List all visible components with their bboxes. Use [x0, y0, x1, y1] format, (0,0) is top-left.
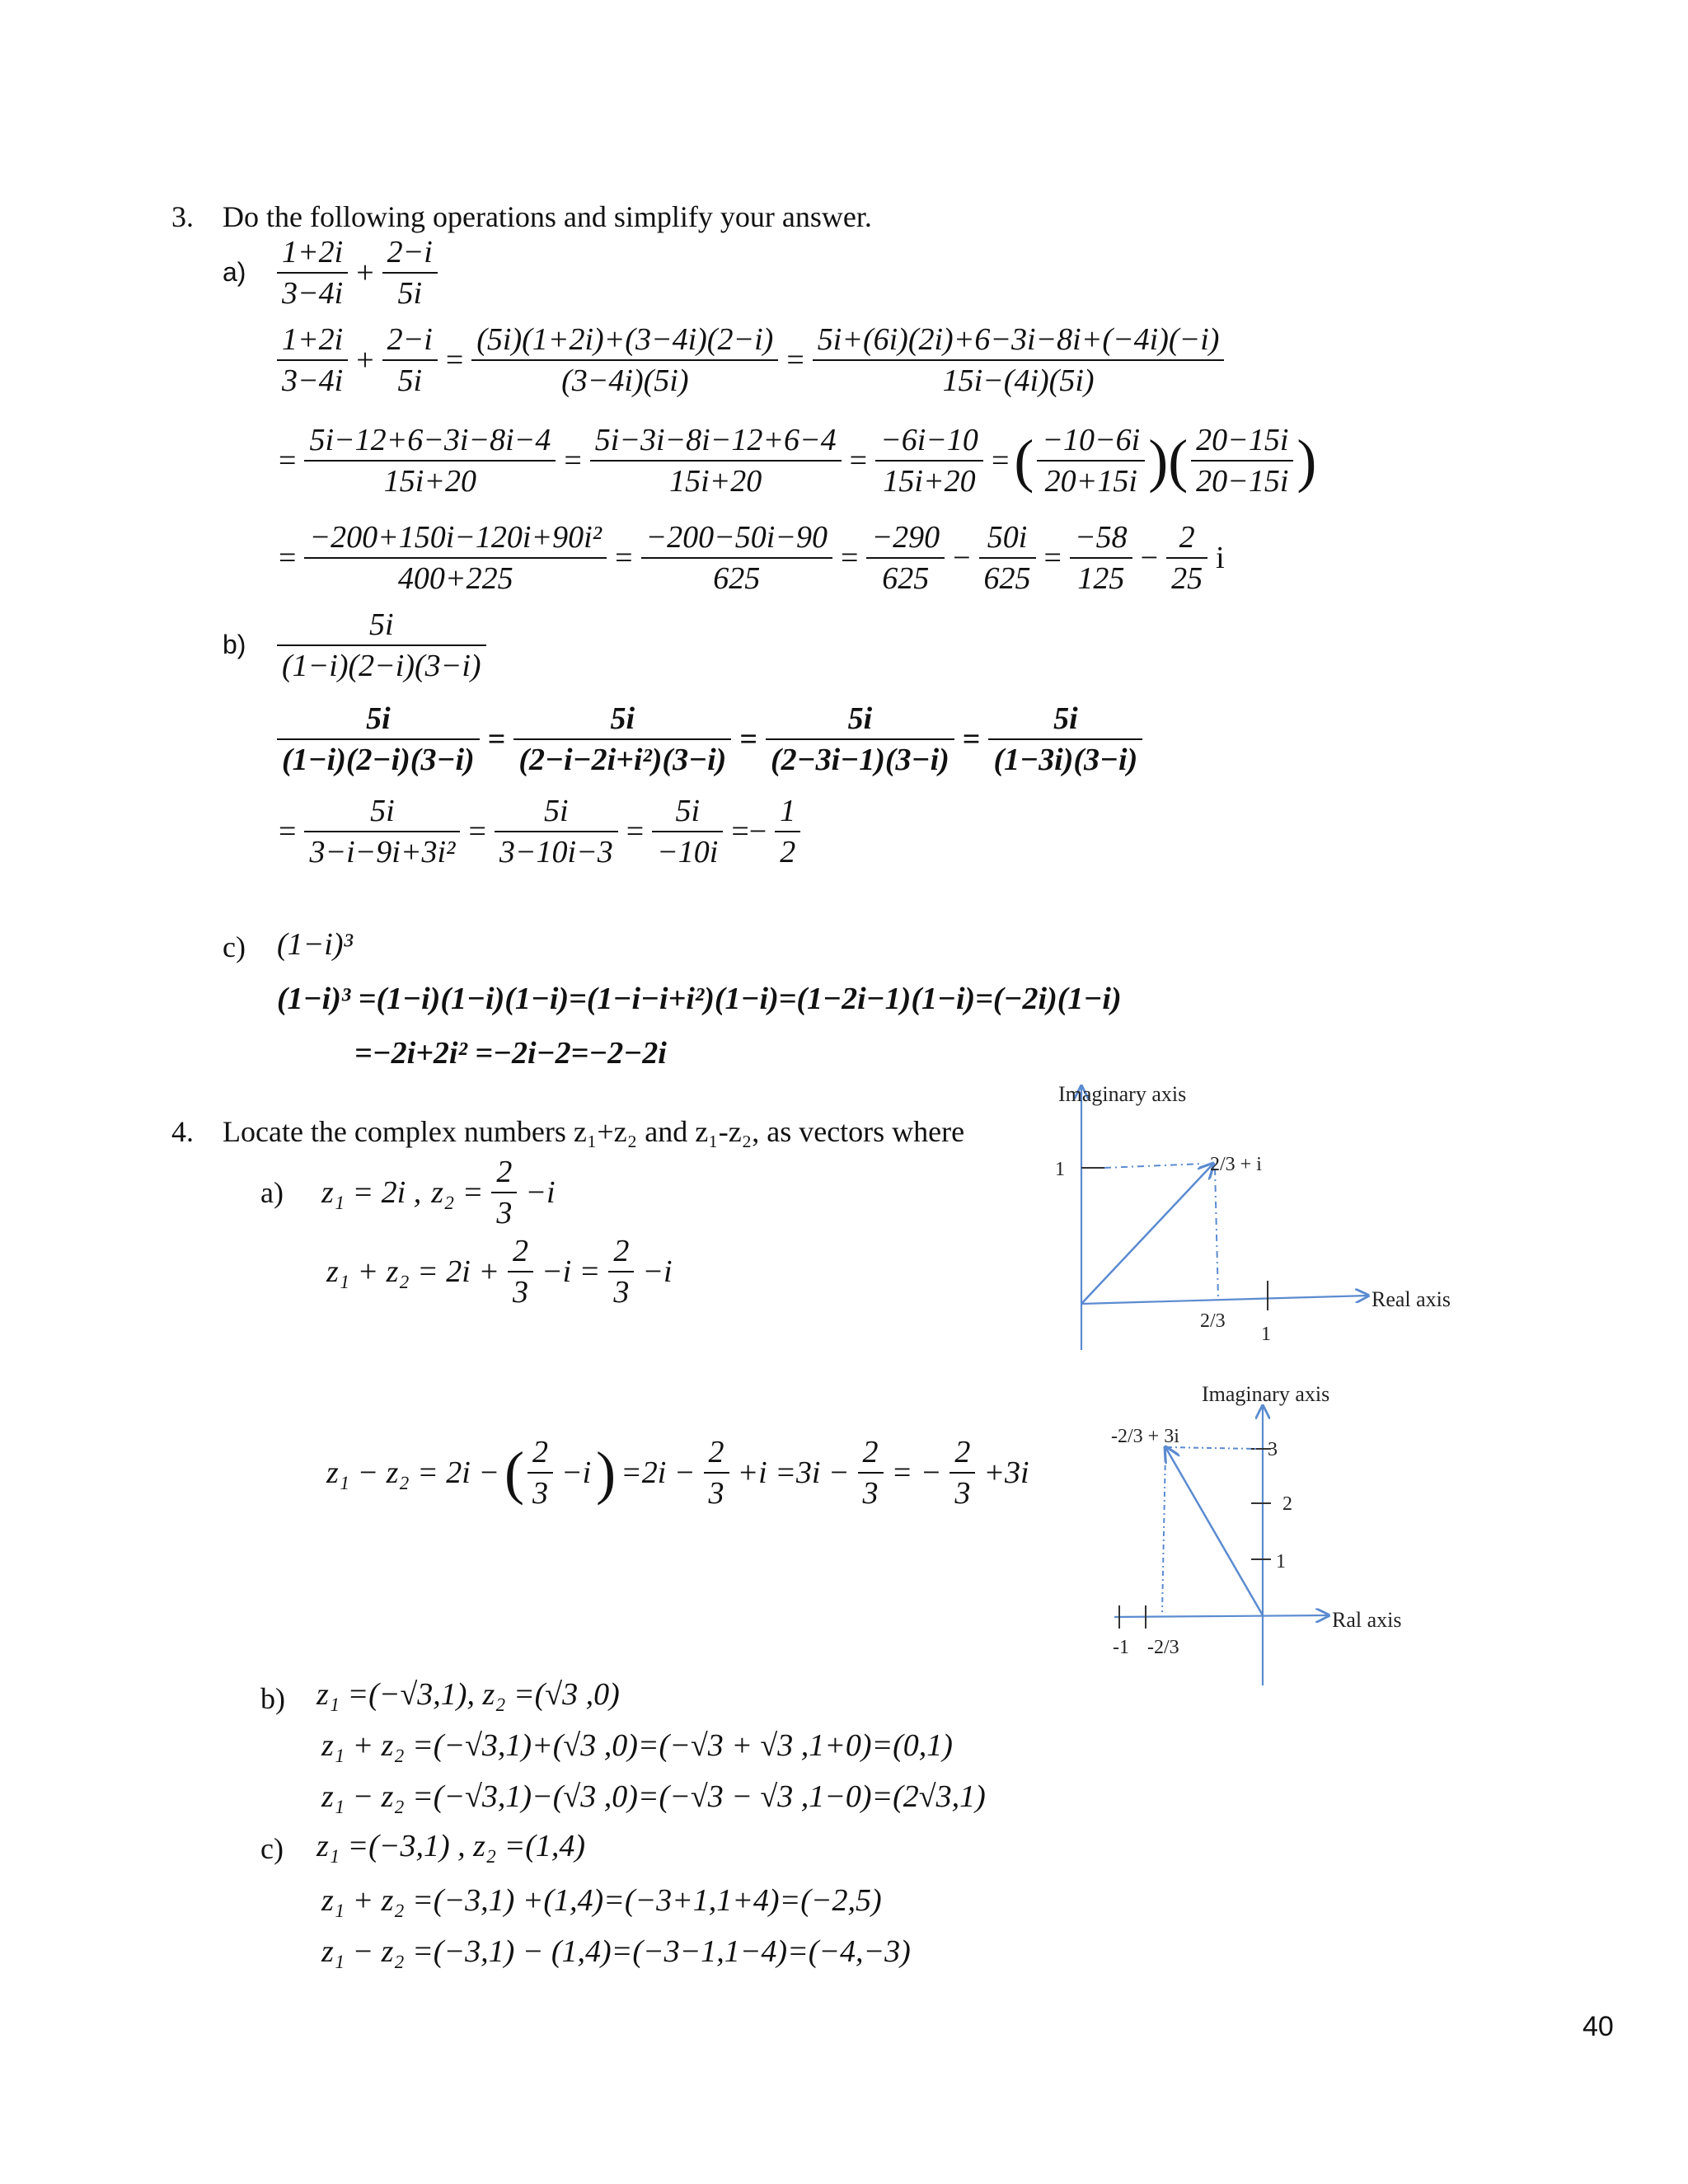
q4-part-c-label: c)	[260, 1832, 284, 1865]
q4-part-b-label: b)	[260, 1682, 285, 1715]
q4b-given: z₁ =(−√3,1), z₂ =(√3 ,0)	[316, 1677, 620, 1712]
graph1-point-label: 2/3 + i	[1210, 1154, 1262, 1175]
part-a-label: a)	[223, 257, 246, 287]
graph1-vector	[1081, 1164, 1213, 1304]
graph2-dash-horizontal	[1167, 1447, 1258, 1449]
graph1-dash-horizontal	[1104, 1164, 1203, 1168]
graph2-tick-y1-label: 1	[1276, 1551, 1286, 1572]
q4c-diff: z₁ − z₂ =(−3,1) − (1,4)=(−3−1,1−4)=(−4,−3)	[321, 1934, 911, 1969]
q4a-given: z₁ = 2i , z₂ = $\frac{2}{3}$ −i	[316, 1152, 560, 1233]
graph1-tick-x23-label: 2/3	[1200, 1310, 1226, 1332]
graph2-tick-y3-label: 3	[1268, 1439, 1278, 1460]
q4a-diff: z₁ − z₂ = 2i −( $\frac{2}{3}$ −i) =2i − $\frac{2}{3}$ +i =3i − $\frac{2}{3}$ = − $\frac{2}{3}$ +3i	[321, 1432, 1034, 1513]
q4a-sum: z₁ + z₂ = 2i + $\frac{2}{3}$ −i = $\frac{2}{3}$ −i	[321, 1231, 678, 1312]
page-number: 40	[1582, 2011, 1614, 2042]
q3c-line1: (1−i)³ =(1−i)(1−i)(1−i)=(1−i−i+i²)(1−i)=(1−2i−1)(1−i)=(−2i)(1−i)	[277, 982, 1122, 1016]
q3b-line1: $\frac{5i}{(1-i)(2-i)(3-i)}$ = $\frac{5i}{\text{(2−i−2i+i²)(3−i)}}$ = $\frac{5i}{(2-3i-1)(3-i)}$ = $\frac{5i}{(1-3i)(3-i)}$	[274, 699, 1146, 780]
question-3-title: Do the following operations and simplify your answer.	[223, 200, 872, 233]
graph1-y-label: Imaginary axis	[1058, 1082, 1187, 1106]
q4c-given: z₁ =(−3,1) , z₂ =(1,4)	[316, 1829, 586, 1863]
q4b-diff: z₁ − z₂ =(−√3,1)−(√3 ,0)=(−√3 − √3 ,1−0)=(2√3,1)	[321, 1779, 986, 1814]
q3b-line2: = $\frac{5i}{\text{3−i−9i+3i²}}$ = $\frac{5i}{3-10i-3}$ = $\frac{5i}{-10i}$ =− $\frac{1}{2}$	[274, 791, 804, 872]
graph2-tick-xm1-label: -1	[1113, 1637, 1129, 1658]
q4c-sum: z₁ + z₂ =(−3,1) +(1,4)=(−3+1,1+4)=(−2,5)	[321, 1883, 882, 1918]
graph1-x-axis	[1081, 1296, 1368, 1304]
q3c-problem: (1−i)³	[277, 927, 353, 962]
question-3-number: 3.	[171, 200, 194, 233]
question-4-title: Locate the complex numbers z₁+z₂ and z₁-z₂, as vectors where	[223, 1115, 965, 1148]
graph2-point-label: -2/3 + 3i	[1111, 1426, 1179, 1447]
graph2-dash-vertical	[1162, 1452, 1165, 1612]
graph1-tick-x1-label: 1	[1261, 1324, 1271, 1345]
graph-z1-minus-z2	[1096, 1376, 1451, 1690]
graph2-tick-xm23-label: -2/3	[1147, 1637, 1179, 1658]
q4-part-a-label: a)	[260, 1176, 284, 1209]
graph1-x-label: Real axis	[1372, 1287, 1451, 1311]
q3a-problem: $\frac{1+2i}{3-4i}$ + $\frac{2-i}{5i}$	[274, 232, 441, 313]
graph-z1-plus-z2	[1039, 1063, 1467, 1368]
question-4-number: 4.	[171, 1115, 194, 1148]
graph1-dash-vertical	[1215, 1169, 1218, 1299]
q3a-line2: = $\frac{5i-12+6-3i-8i-4}{15i+20}$ = $\frac{5i-3i-8i-12+6-4}{15i+20}$ = $\frac{-6i-10}{15i+20}$ =( $\frac{-10-6i}{20+15i}$ )( $\frac{20-15i}{20-15i}$ )	[274, 420, 1316, 501]
graph1-tick-y1-label: 1	[1055, 1159, 1065, 1180]
part-c-label: c)	[223, 930, 246, 963]
graph2-tick-y2-label: 2	[1282, 1493, 1292, 1515]
q3c-line2: =−2i+2i² =−2i−2=−2−2i	[354, 1036, 667, 1071]
q4b-sum: z₁ + z₂ =(−√3,1)+(√3 ,0)=(−√3 + √3 ,1+0)=(0,1)	[321, 1728, 953, 1763]
graph2-y-label: Imaginary axis	[1202, 1382, 1330, 1406]
q3a-line3: = $\frac{\text{−200+150i−120i+90i²}}{400+225}$ = $\frac{-200-50i-90}{625}$ = $\frac{-290}{625}$ − $\frac{50i}{625}$ = $\frac{-58}{125}$ − $\frac{2}{25}$ i	[274, 518, 1230, 598]
q3a-line1: $\frac{1+2i}{3-4i}$ + $\frac{2-i}{5i}$ = $\frac{(5i)(1+2i)+(3-4i)(2-i)}{(3-4i)(5i)}$ = $\frac{5i+(6i)(2i)+6-3i-8i+(-4i)(-i)}{15i-(4i)(5i)}$	[274, 320, 1227, 401]
part-b-label: b)	[223, 630, 246, 659]
q3b-problem: $\frac{5i}{(1-i)(2-i)(3-i)}$	[274, 605, 490, 686]
graph2-vector	[1165, 1447, 1263, 1615]
graph2-x-label: Ral axis	[1332, 1608, 1402, 1632]
